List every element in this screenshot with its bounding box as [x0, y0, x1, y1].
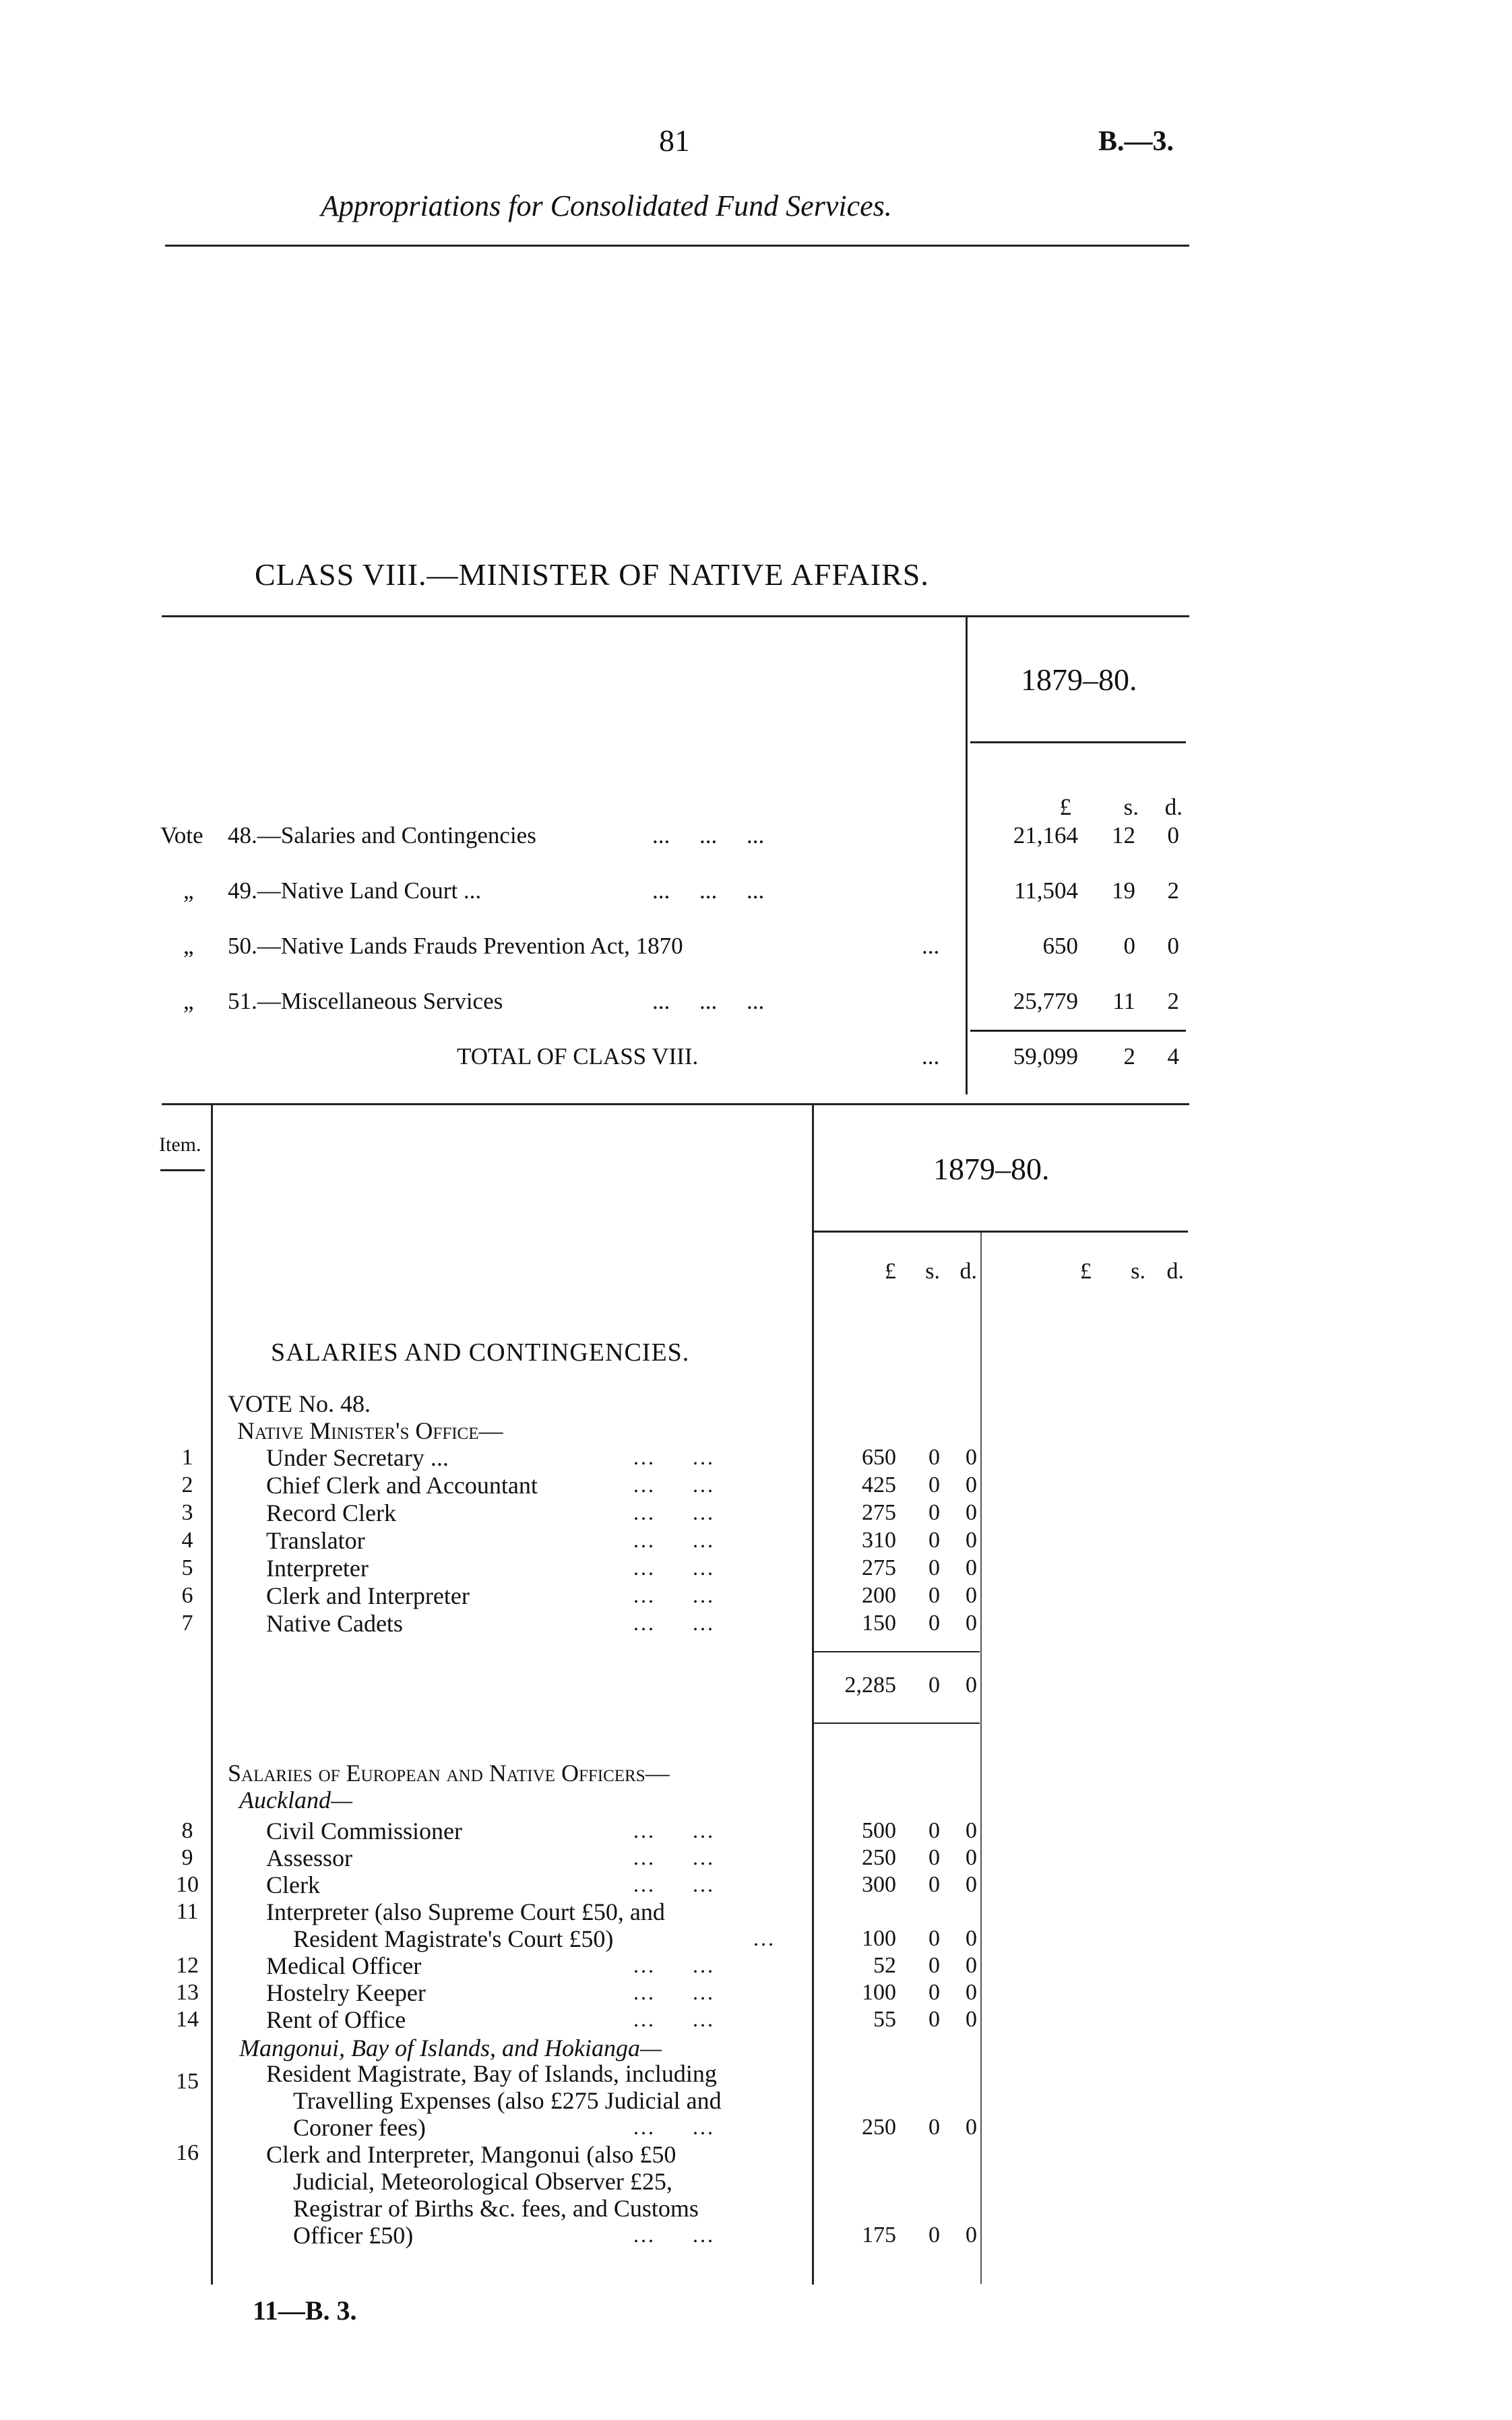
- item-pence: 0: [966, 1528, 977, 1553]
- vote-prefix: Vote: [160, 822, 203, 848]
- region-heading-mangonui: Mangonui, Bay of Islands, and Hokianga—: [239, 2035, 662, 2061]
- item-number: 10: [176, 1872, 199, 1897]
- vote-dots: ... ... ...: [652, 877, 765, 904]
- item-shillings: 0: [928, 1926, 940, 1951]
- col1-pounds-header: £: [885, 1259, 896, 1284]
- item-dots: ... ...: [633, 1845, 715, 1869]
- item-shillings: 0: [928, 1953, 940, 1978]
- summary-total-rule: [970, 1030, 1186, 1032]
- subtotal-shillings: 0: [928, 1673, 940, 1698]
- col1-pence-header: d.: [959, 1259, 977, 1284]
- summary-column-divider: [966, 617, 968, 1094]
- item-label-line-3: Coroner fees): [293, 2114, 426, 2141]
- item-dots: ... ...: [633, 1583, 715, 1607]
- item-number: 1: [181, 1445, 193, 1470]
- subcolumn-divider: [980, 1233, 982, 2284]
- item-label: Rent of Office: [266, 2006, 406, 2033]
- vote-shillings: 19: [1112, 877, 1135, 904]
- header-rule: [165, 245, 1189, 247]
- subtotal-pence: 0: [966, 1673, 977, 1698]
- item-number: 4: [181, 1528, 193, 1553]
- section-title: SALARIES AND CONTINGENCIES.: [271, 1338, 690, 1367]
- item-shillings: 0: [928, 1611, 940, 1636]
- vote-prefix: „: [183, 988, 194, 1014]
- office-subtotal-bottom-rule: [814, 1723, 980, 1724]
- item-pence: 0: [966, 1445, 977, 1470]
- item-pence: 0: [966, 2007, 977, 2032]
- summary-top-rule: [162, 615, 1189, 617]
- item-label: Under Secretary ...: [266, 1444, 449, 1471]
- col1-shillings-header: s.: [925, 1259, 940, 1284]
- total-label: TOTAL OF CLASS VIII.: [457, 1043, 699, 1069]
- total-dots: ...: [922, 1043, 940, 1069]
- item-pounds: 250: [862, 2115, 896, 2140]
- item-label: Clerk and Interpreter: [266, 1582, 470, 1609]
- item-pounds: 175: [862, 2223, 896, 2247]
- item-pence: 0: [966, 1611, 977, 1636]
- item-pence: 0: [966, 1500, 977, 1525]
- item-number: 6: [181, 1583, 193, 1608]
- vote-pence: 2: [1167, 988, 1179, 1014]
- region-heading-auckland: Auckland—: [239, 1787, 352, 1813]
- item-number: 13: [176, 1980, 199, 2005]
- item-pounds: 425: [862, 1472, 896, 1497]
- page-number: 81: [659, 123, 690, 158]
- item-label: Native Cadets: [266, 1610, 403, 1637]
- item-label-line-2: Travelling Expenses (also £275 Judicial and: [293, 2087, 722, 2114]
- item-pounds: 300: [862, 1872, 896, 1897]
- item-pence: 0: [966, 2223, 977, 2247]
- item-header-underline: [160, 1169, 205, 1171]
- item-shillings: 0: [928, 1872, 940, 1897]
- item-pence: 0: [966, 1818, 977, 1843]
- item-label-line-2: Judicial, Meteorological Observer £25,: [293, 2168, 672, 2195]
- item-number: 8: [181, 1818, 193, 1843]
- item-pence: 0: [966, 1845, 977, 1870]
- item-column-divider: [211, 1105, 213, 2285]
- item-dots: ... ...: [633, 1872, 715, 1896]
- item-label-line-3: Registrar of Births &c. fees, and Customs: [293, 2195, 699, 2222]
- class-heading: CLASS VIII.—MINISTER OF NATIVE AFFAIRS.: [255, 557, 929, 592]
- item-dots: ... ...: [633, 1500, 715, 1524]
- item-shillings: 0: [928, 2223, 940, 2247]
- vote-pounds: 21,164: [1013, 822, 1078, 848]
- item-label: Chief Clerk and Accountant: [266, 1472, 538, 1499]
- office-subtotal-rule: [814, 1651, 980, 1652]
- detail-year-rule: [814, 1231, 1188, 1233]
- item-shillings: 0: [928, 2115, 940, 2140]
- item-pounds: 150: [862, 1611, 896, 1636]
- item-pounds: 650: [862, 1445, 896, 1470]
- officers-heading: Salaries of European and Native Officers—: [228, 1760, 670, 1787]
- item-shillings: 0: [928, 1583, 940, 1608]
- item-label-line-1: Resident Magistrate, Bay of Islands, including: [266, 2060, 717, 2087]
- item-pence: 0: [966, 1872, 977, 1897]
- item-label: Record Clerk: [266, 1499, 396, 1526]
- item-label: Clerk: [266, 1871, 320, 1898]
- total-pence: 4: [1167, 1043, 1179, 1069]
- vote-dots: ... ... ...: [652, 988, 765, 1014]
- summary-bottom-rule: [162, 1103, 1189, 1105]
- vote-prefix: „: [183, 877, 194, 904]
- item-pence: 0: [966, 1555, 977, 1580]
- item-shillings: 0: [928, 1555, 940, 1580]
- col2-pounds-header: £: [1080, 1259, 1092, 1284]
- item-number: 7: [181, 1611, 193, 1636]
- item-number: 12: [176, 1953, 199, 1978]
- vote-pounds: 650: [1042, 933, 1078, 959]
- item-dots: ... ...: [633, 2223, 715, 2247]
- office-heading: Native Minister's Office—: [237, 1417, 503, 1444]
- col2-pence-header: d.: [1166, 1259, 1184, 1284]
- vote-pence: 2: [1167, 877, 1179, 904]
- vote-label: 48.—Salaries and Contingencies: [228, 822, 536, 848]
- item-shillings: 0: [928, 1472, 940, 1497]
- item-number: 11: [176, 1899, 199, 1924]
- item-shillings: 0: [928, 2007, 940, 2032]
- item-label: Civil Commissioner: [266, 1818, 463, 1844]
- item-label: Assessor: [266, 1844, 353, 1871]
- item-dots: ... ...: [633, 1528, 715, 1552]
- vote-label: 50.—Native Lands Frauds Prevention Act, 1870: [228, 933, 683, 959]
- item-pounds: 100: [862, 1926, 896, 1951]
- summary-shillings-header: s.: [1123, 794, 1139, 820]
- vote-number-label: VOTE No. 48.: [228, 1390, 371, 1417]
- item-shillings: 0: [928, 1980, 940, 2005]
- item-pence: 0: [966, 1472, 977, 1497]
- item-pounds: 250: [862, 1845, 896, 1870]
- item-pounds: 200: [862, 1583, 896, 1608]
- item-pounds: 100: [862, 1980, 896, 2005]
- total-pounds: 59,099: [1013, 1043, 1078, 1069]
- footer-signature: 11—B. 3.: [253, 2295, 357, 2326]
- summary-year-rule: [970, 741, 1186, 743]
- item-number: 2: [181, 1472, 193, 1497]
- subtotal-pounds: 2,285: [844, 1673, 896, 1698]
- vote-shillings: 11: [1112, 988, 1135, 1014]
- vote-pounds: 11,504: [1014, 877, 1078, 904]
- item-shillings: 0: [928, 1500, 940, 1525]
- item-shillings: 0: [928, 1445, 940, 1470]
- running-title: Appropriations for Consolidated Fund Services.: [321, 189, 892, 222]
- col2-shillings-header: s.: [1131, 1259, 1145, 1284]
- item-label: Translator: [266, 1527, 365, 1554]
- vote-pence: 0: [1167, 933, 1179, 959]
- item-label: Interpreter: [266, 1555, 369, 1582]
- vote-dots: ...: [922, 933, 940, 959]
- item-pounds: 275: [862, 1555, 896, 1580]
- vote-pence: 0: [1167, 822, 1179, 848]
- item-pounds: 275: [862, 1500, 896, 1525]
- summary-year-header: 1879–80.: [1021, 662, 1137, 697]
- item-number: 14: [176, 2007, 199, 2032]
- item-label: Medical Officer: [266, 1952, 422, 1979]
- vote-label: 51.—Miscellaneous Services: [228, 988, 503, 1014]
- item-dots: ... ...: [633, 1980, 715, 2004]
- item-pence: 0: [966, 2115, 977, 2140]
- item-dots: ... ...: [633, 1445, 715, 1469]
- item-number: 16: [176, 2140, 199, 2165]
- item-pounds: 310: [862, 1528, 896, 1553]
- item-dots: ... ...: [633, 1611, 715, 1635]
- item-pence: 0: [966, 1583, 977, 1608]
- item-label-line-4: Officer £50): [293, 2222, 414, 2249]
- total-shillings: 2: [1123, 1043, 1135, 1069]
- vote-prefix: „: [183, 933, 194, 959]
- item-dots: ... ...: [633, 1555, 715, 1580]
- item-shillings: 0: [928, 1818, 940, 1843]
- item-shillings: 0: [928, 1845, 940, 1870]
- vote-dots: ... ... ...: [652, 822, 765, 848]
- item-column-header: Item.: [159, 1134, 201, 1156]
- summary-pence-header: d.: [1164, 794, 1183, 820]
- summary-pounds-header: £: [1059, 794, 1071, 820]
- item-label: Hostelry Keeper: [266, 1979, 426, 2006]
- item-pounds: 500: [862, 1818, 896, 1843]
- item-label-line-1: Clerk and Interpreter, Mangonui (also £50: [266, 2141, 676, 2168]
- item-dots: ... ...: [633, 1472, 715, 1497]
- vote-pounds: 25,779: [1013, 988, 1078, 1014]
- item-number: 15: [176, 2069, 199, 2094]
- item-shillings: 0: [928, 1528, 940, 1553]
- vote-label: 49.—Native Land Court ...: [228, 877, 482, 904]
- item-label-line-2: Resident Magistrate's Court £50): [293, 1925, 614, 1952]
- item-pounds: 52: [873, 1953, 896, 1978]
- item-dots: ... ...: [633, 2007, 715, 2031]
- item-number: 3: [181, 1500, 193, 1525]
- vote-shillings: 0: [1123, 933, 1135, 959]
- item-number: 5: [181, 1555, 193, 1580]
- item-pounds: 55: [873, 2007, 896, 2032]
- document-reference: B.—3.: [1098, 126, 1174, 157]
- item-pence: 0: [966, 1926, 977, 1951]
- vote-shillings: 12: [1112, 822, 1135, 848]
- item-label-line-1: Interpreter (also Supreme Court £50, and: [266, 1898, 665, 1925]
- item-dots: ...: [753, 1926, 776, 1950]
- item-dots: ... ...: [633, 2115, 715, 2139]
- item-dots: ... ...: [633, 1818, 715, 1842]
- detail-year-header: 1879–80.: [933, 1152, 1050, 1186]
- item-pence: 0: [966, 1953, 977, 1978]
- amount-column-divider: [812, 1105, 814, 2285]
- item-number: 9: [181, 1845, 193, 1870]
- item-pence: 0: [966, 1980, 977, 2005]
- item-dots: ... ...: [633, 1953, 715, 1977]
